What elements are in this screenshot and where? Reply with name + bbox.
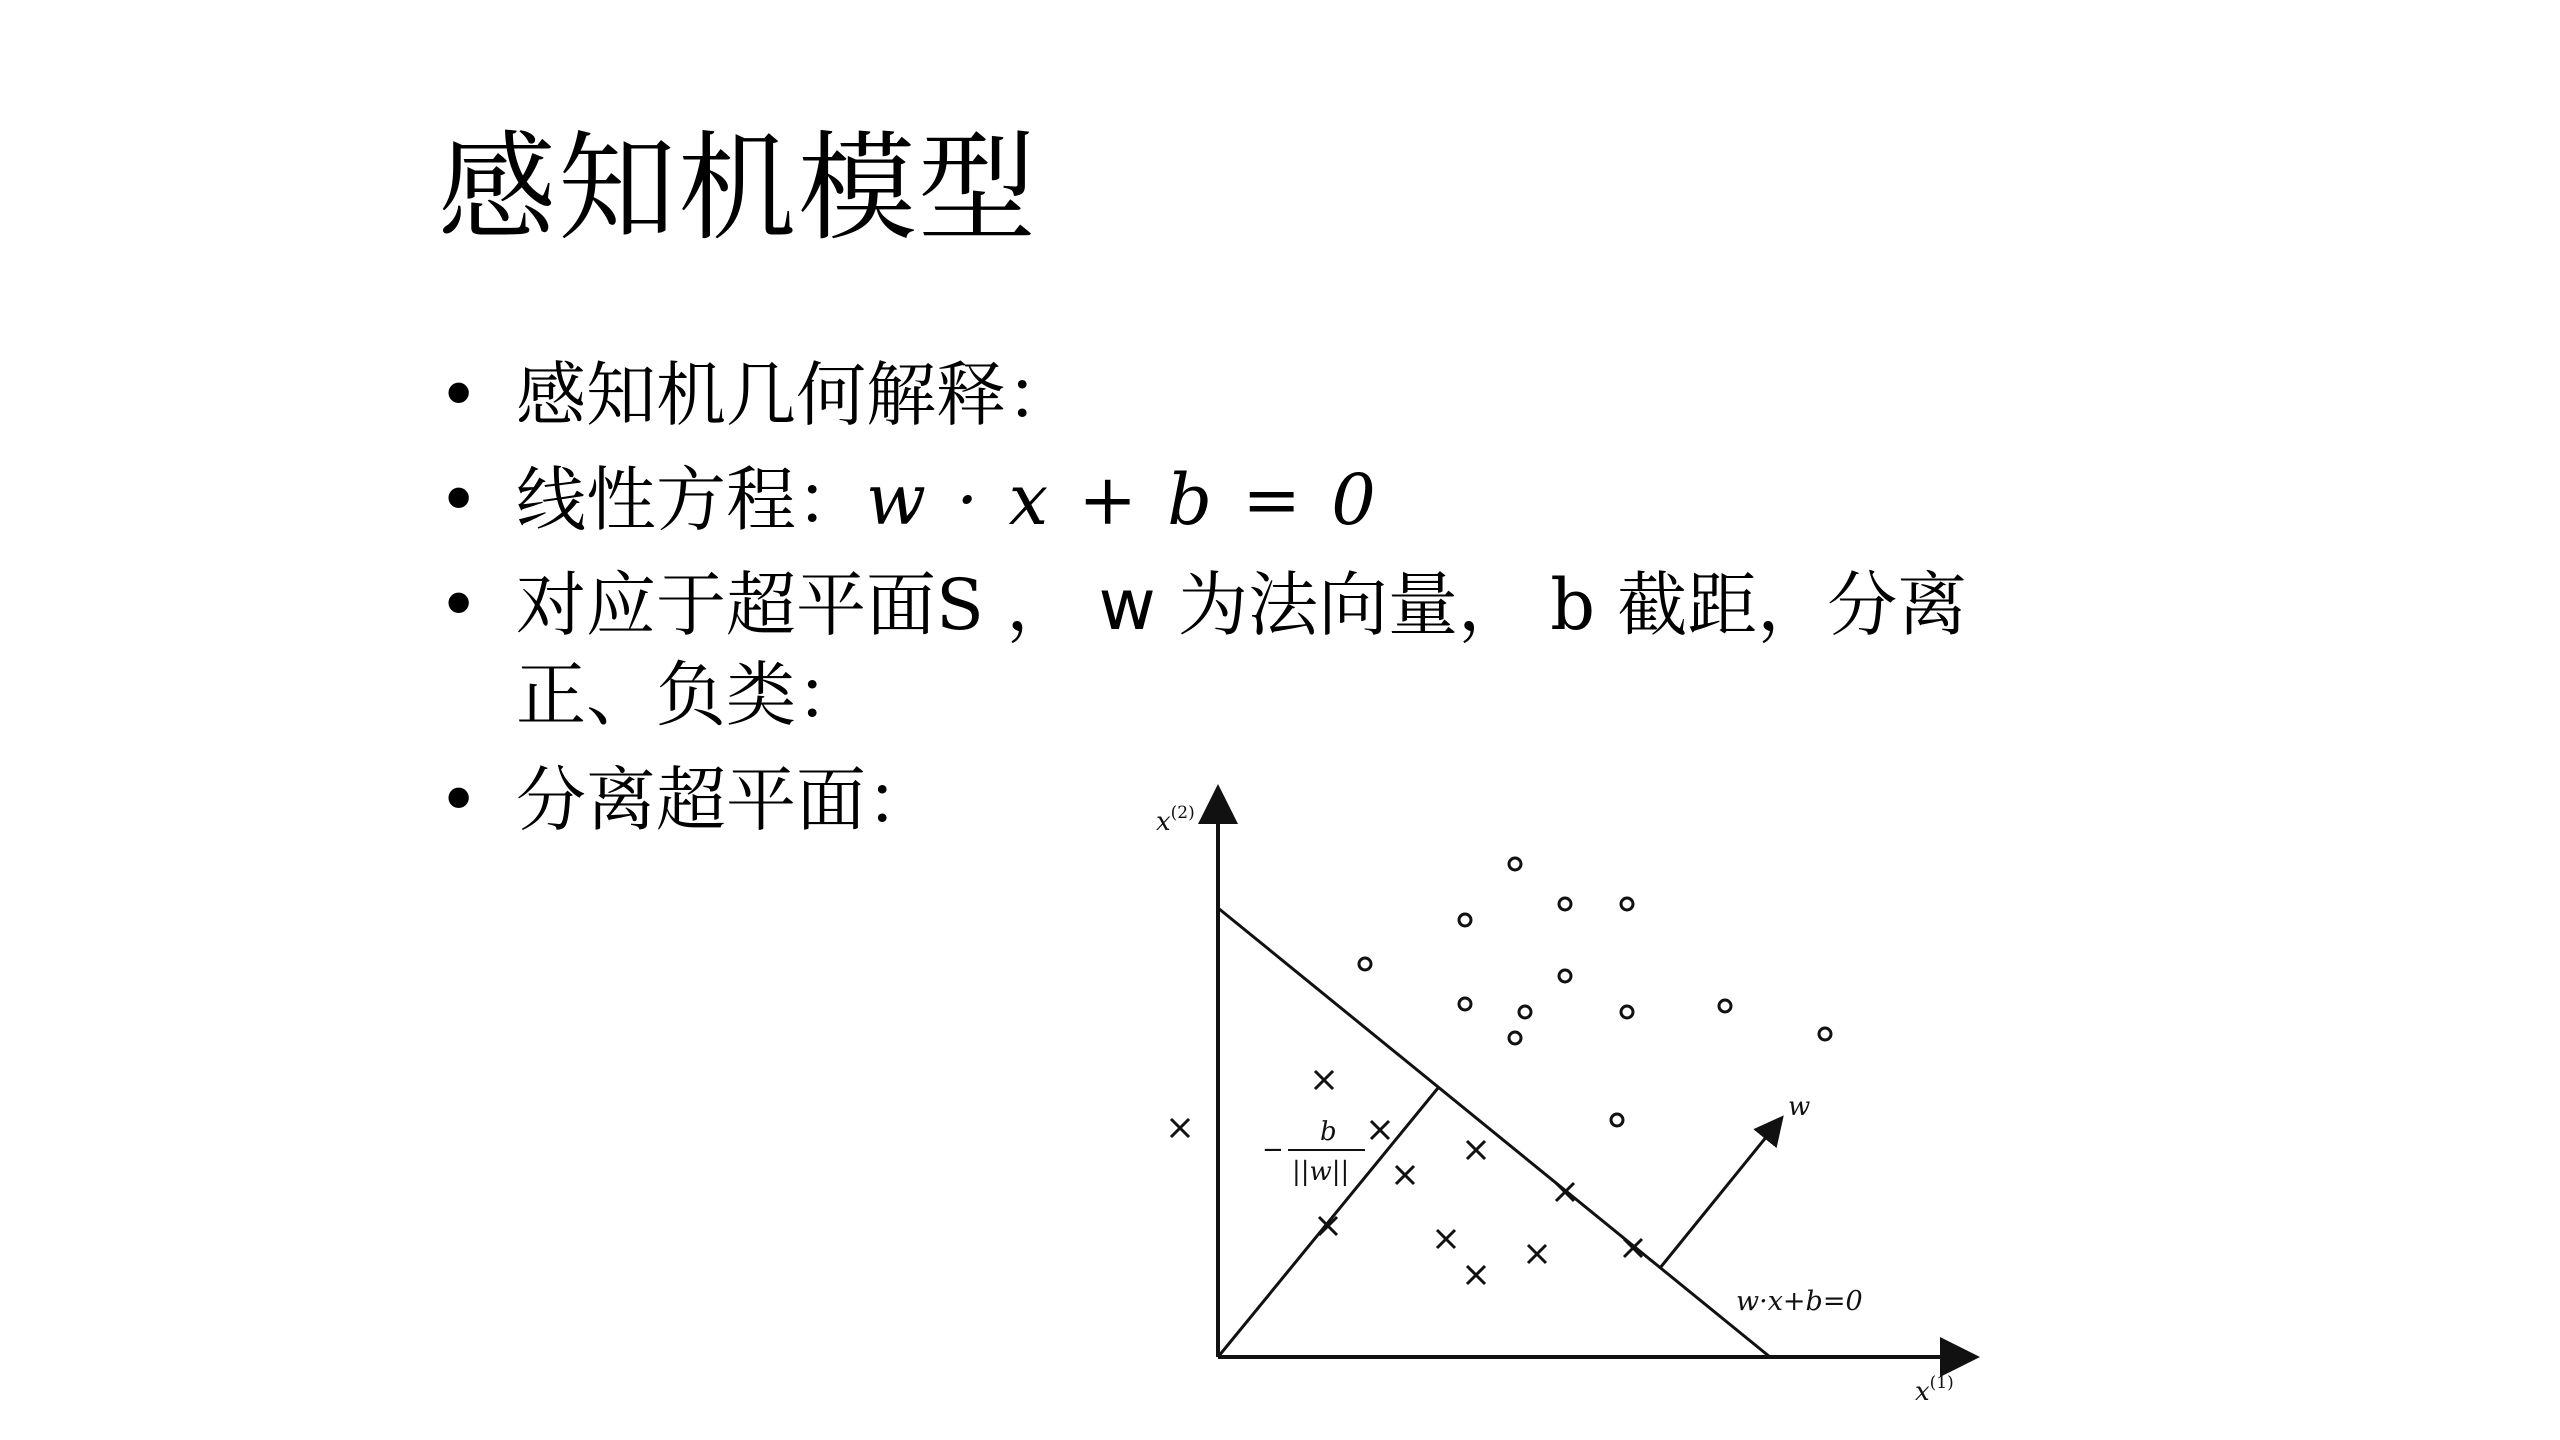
positive-point: [1509, 858, 1521, 870]
bullet-prefix: 对应于超平面: [516, 564, 936, 646]
distance-denominator: ||w||: [1292, 1157, 1350, 1187]
bullet-dot: •: [438, 564, 480, 646]
separator: ，: [983, 564, 1077, 646]
bullet-suffix: 截距，分离正、负类：: [516, 564, 1968, 736]
bullet-item-hyperplane: [430, 560, 2090, 740]
positive-point: [1819, 1028, 1831, 1040]
symbol-b: b: [1528, 564, 1618, 646]
positive-point: [1621, 1006, 1633, 1018]
axis-y-label: $x^{(2)}$: [1156, 803, 1195, 837]
negative-point: [1319, 1217, 1337, 1235]
positive-point: [1459, 998, 1471, 1010]
positive-point: [1459, 914, 1471, 926]
hyperplane-line: [1218, 908, 1770, 1357]
negative-point: [1556, 1183, 1574, 1201]
symbol-w: w: [1076, 564, 1178, 646]
positive-point: [1359, 958, 1371, 970]
positive-points: [1359, 858, 1831, 1126]
negative-point: [1437, 1230, 1455, 1248]
linear-equation: w · x + b = 0: [866, 459, 1380, 541]
bullet-item-geometric: [430, 350, 2090, 440]
symbol-s: S: [936, 564, 984, 646]
negative-point: [1371, 1121, 1389, 1139]
bullet-dot: •: [438, 459, 480, 541]
positive-point: [1559, 970, 1571, 982]
axis-x-label: $x^{(1)}$: [1915, 1373, 1954, 1407]
bullet-label: 线性方程：: [516, 459, 866, 541]
bullet-dot: •: [438, 354, 480, 436]
bullet-dot: •: [438, 759, 480, 841]
perceptron-diagram: [1140, 780, 1980, 1420]
positive-point: [1611, 1114, 1623, 1126]
bullet-item-equation: [430, 455, 2090, 545]
positive-point: [1559, 898, 1571, 910]
negative-point: [1315, 1071, 1333, 1089]
slide-title: 感知机模型: [438, 119, 1039, 257]
negative-points: [1171, 1071, 1642, 1284]
negative-point: [1467, 1141, 1485, 1159]
negative-point: [1528, 1245, 1546, 1263]
negative-point: [1396, 1166, 1414, 1184]
distance-minus-sign: −: [1262, 1135, 1284, 1165]
distance-numerator: b: [1320, 1117, 1337, 1147]
bullet-mid: 为法向量，: [1178, 564, 1528, 646]
positive-point: [1519, 1006, 1531, 1018]
negative-point: [1171, 1119, 1189, 1137]
normal-vector-label: w: [1788, 1092, 1811, 1122]
bullet-text: 分离超平面：: [516, 759, 936, 841]
hyperplane-label: w·x+b=0: [1736, 1286, 1863, 1317]
bullet-text: 感知机几何解释：: [516, 354, 1076, 436]
positive-point: [1509, 1032, 1521, 1044]
negative-point: [1624, 1239, 1642, 1257]
positive-point: [1621, 898, 1633, 910]
negative-point: [1467, 1266, 1485, 1284]
positive-point: [1719, 1000, 1731, 1012]
perceptron-figure: [1140, 780, 1980, 1420]
normal-vector-arrow: [1660, 1120, 1780, 1268]
